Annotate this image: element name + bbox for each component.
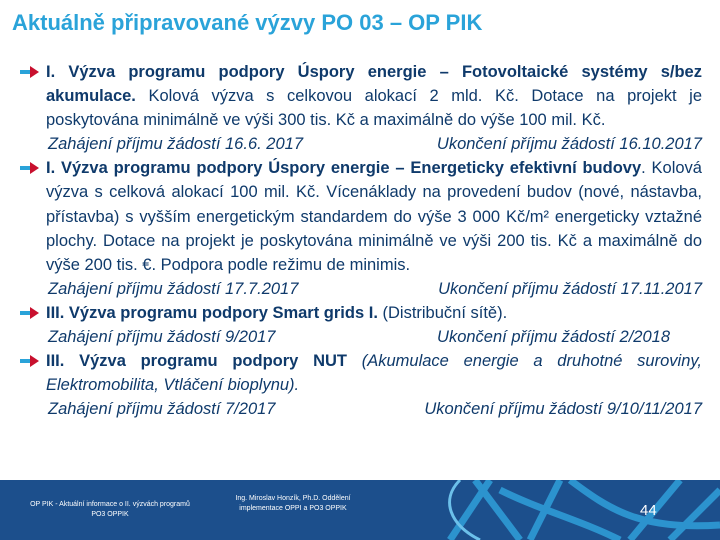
call-description: Kolová výzva s celkovou alokací 2 mld. Kč. Dotace na projekt je poskytována minimálně ve výši 300 tis. Kč a maximálně do výše 100 mil. Kč. xyxy=(46,87,702,130)
call-name: I. Výzva programu podpory Úspory energie – Energeticky efektivní budovy xyxy=(46,159,642,178)
start-date: Zahájení příjmu žádostí 17.7.2017 xyxy=(48,279,299,298)
list-item xyxy=(46,349,702,421)
list-item xyxy=(46,156,702,301)
end-date: Ukončení příjmu žádostí 9/10/11/2017 xyxy=(424,400,702,419)
call-name: III. Výzva programu podpory NUT xyxy=(46,352,347,371)
footer xyxy=(0,480,720,540)
list-item xyxy=(46,60,702,156)
page-number: 44 xyxy=(640,502,657,519)
call-description: . Kolová výzva s celková alokací 100 mil. Kč. Vícenáklady na provedení budov (nové, nástavba, přístavba) s vyšším energetickým standardem do výše 3 000 Kč/m² energeticky vztažné plochy. Dotace na projekt je poskytována minimálně ve výši 200 tis. Kč a maximálně do výše 200 tis. €. Podpora podle režimu de minimis. xyxy=(46,159,702,274)
footer-presentation-title: OP PIK - Aktuální informace o II. výzvách programů PO3 OPPIK xyxy=(30,501,190,518)
decorative-lines-icon xyxy=(380,480,720,540)
call-description: (Akumulace energie a druhotné suroviny, Elektromobilita, Vtláčení bioplynu). xyxy=(46,352,702,395)
call-name: III. Výzva programu podpory Smart grids I. xyxy=(46,303,378,322)
end-date: Ukončení příjmu žádostí 17.11.2017 xyxy=(438,279,702,298)
start-date: Zahájení příjmu žádostí 16.6. 2017 xyxy=(48,135,303,154)
call-name: I. Výzva programu podpory Úspory energie – Fotovoltaické systémy s/bez akumulace. xyxy=(46,63,702,106)
arrow-bullet-icon xyxy=(20,354,40,368)
end-date: Ukončení příjmu žádostí 2/2018 xyxy=(437,328,670,347)
calls-list xyxy=(46,60,702,421)
call-description: (Distribuční sítě). xyxy=(377,303,508,322)
start-date: Zahájení příjmu žádostí 7/2017 xyxy=(48,400,276,419)
footer-author: Ing. Miroslav Honzík, Ph.D. Oddělení implementace OPPI a PO3 OPPIK xyxy=(235,495,351,512)
list-item xyxy=(46,301,702,349)
arrow-bullet-icon xyxy=(20,306,40,320)
arrow-bullet-icon xyxy=(20,161,40,175)
arrow-bullet-icon xyxy=(20,65,40,79)
slide-title: Aktuálně připravované výzvy PO 03 – OP PIK xyxy=(12,10,483,35)
end-date: Ukončení příjmu žádostí 16.10.2017 xyxy=(436,135,702,154)
start-date: Zahájení příjmu žádostí 9/2017 xyxy=(48,328,276,347)
